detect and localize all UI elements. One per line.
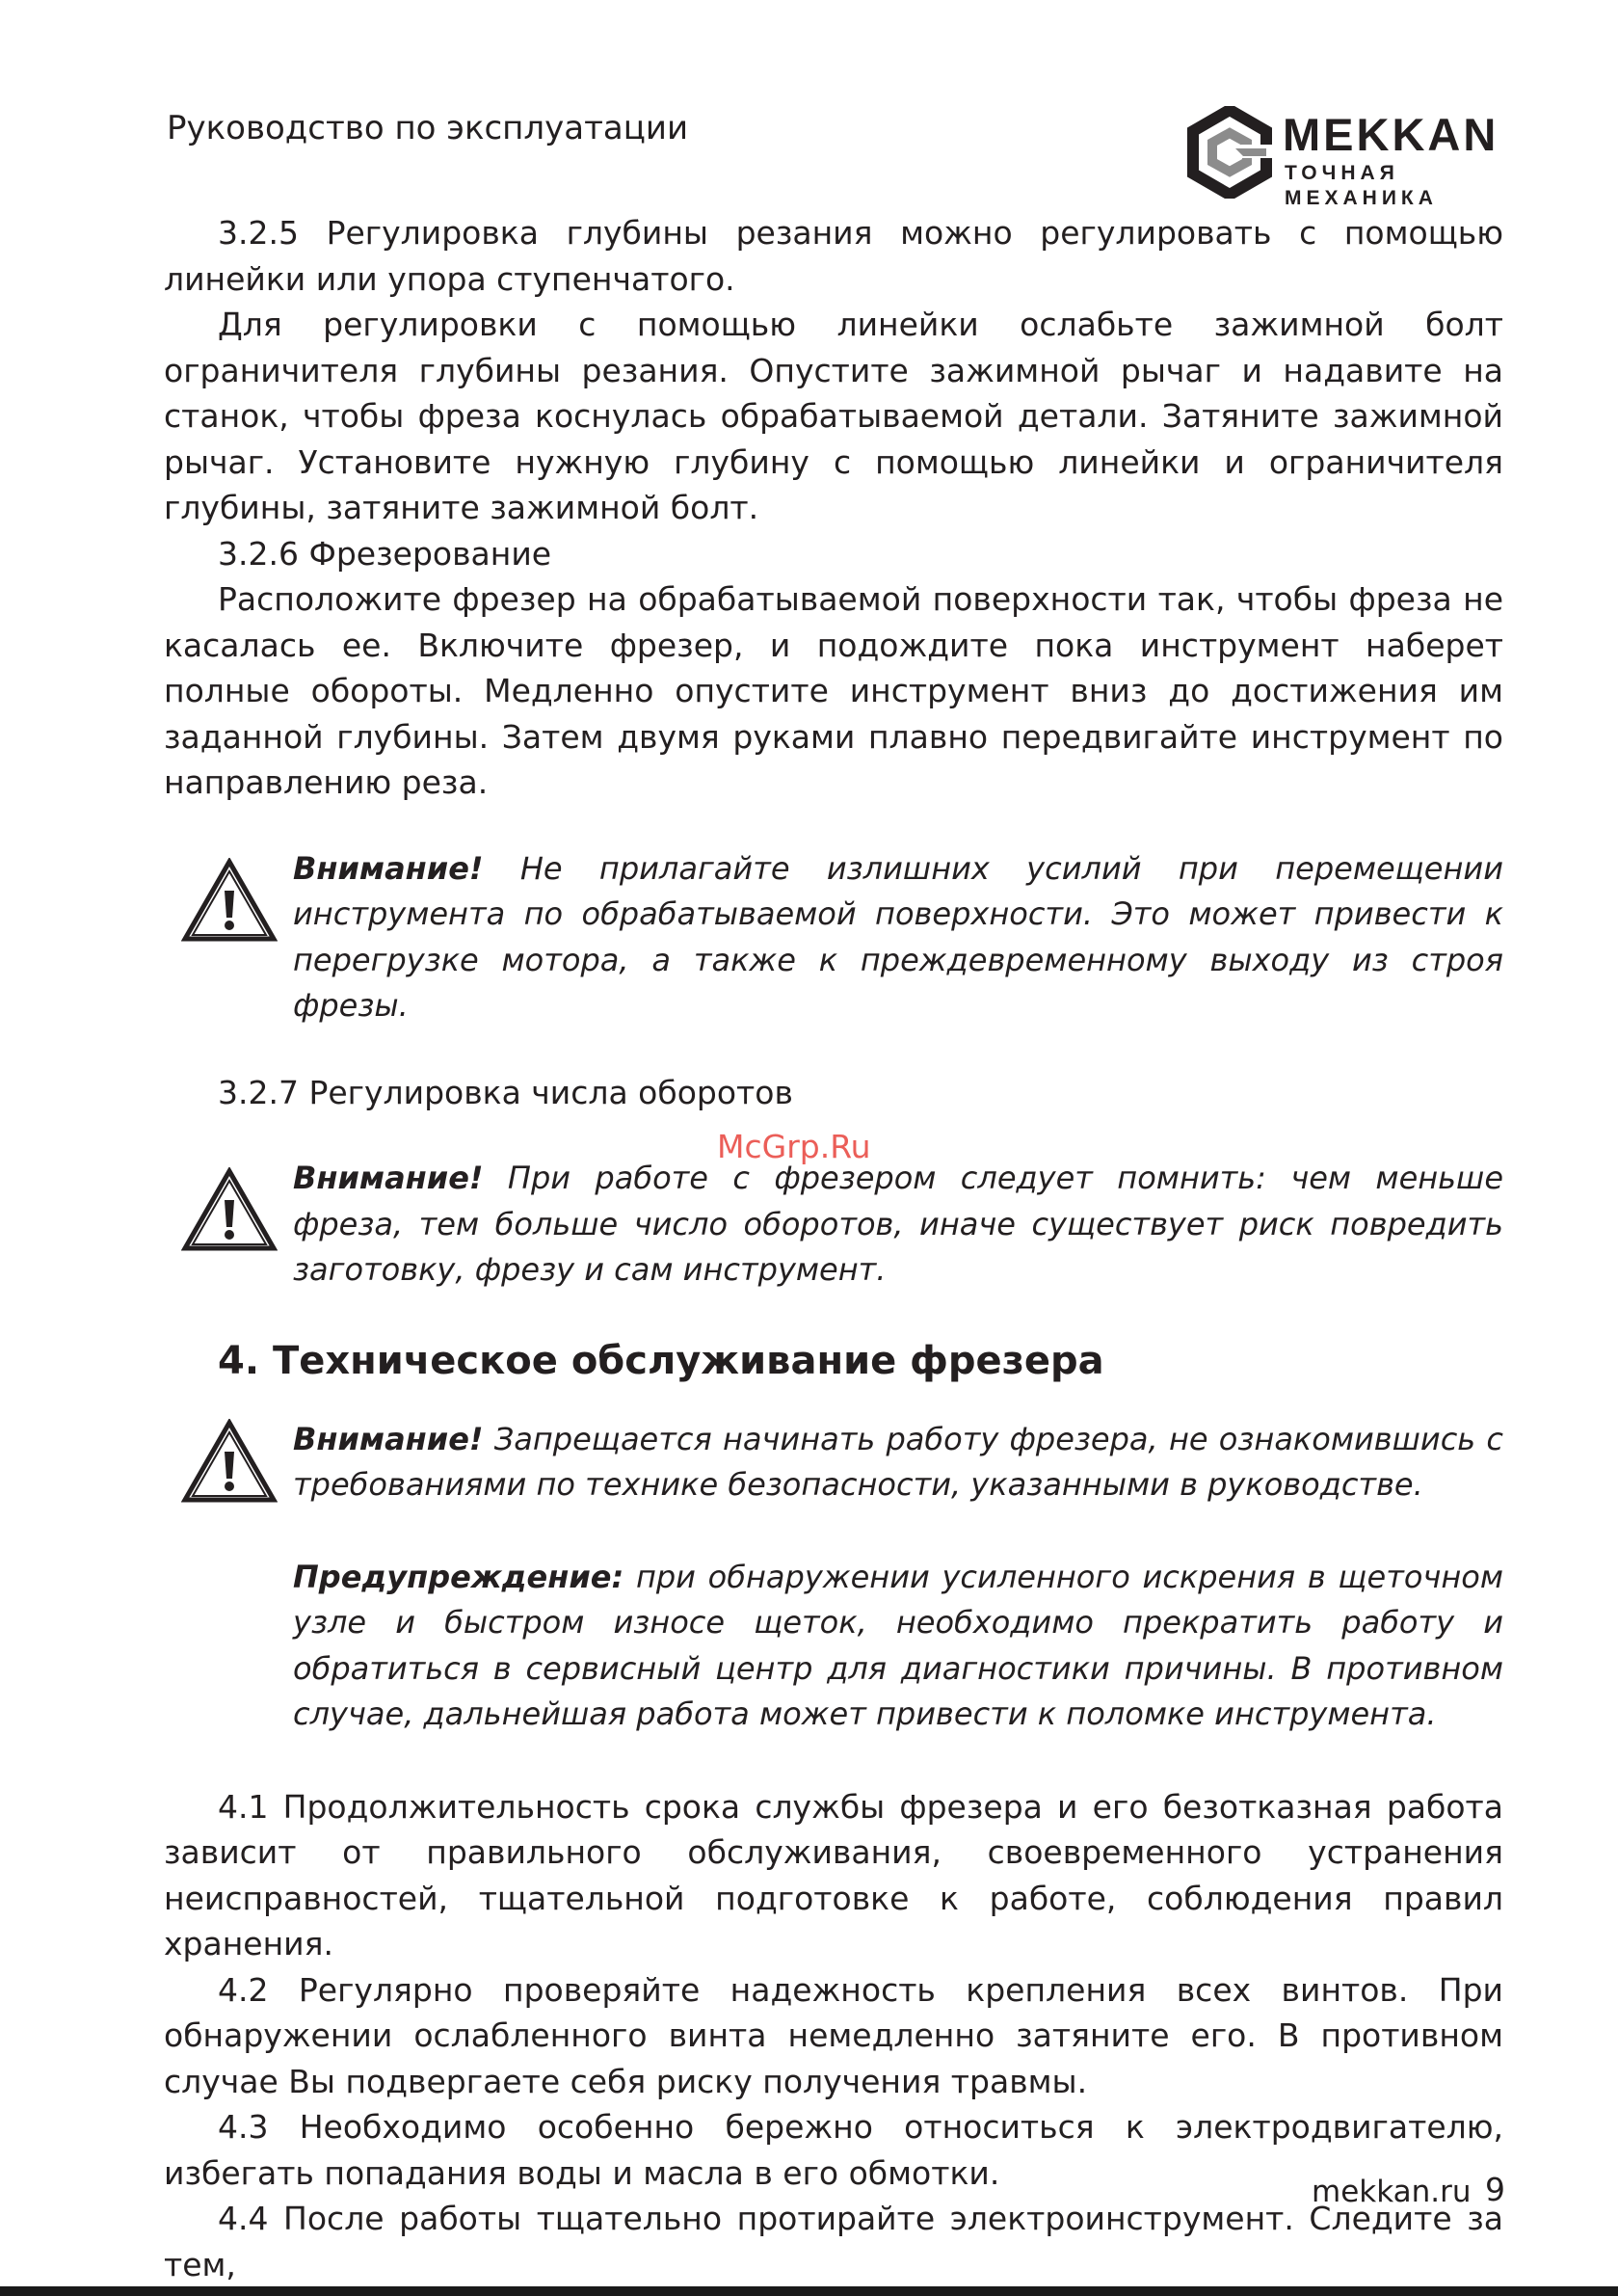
warning-block-1 [164, 846, 1503, 1029]
logo-hexagon-icon [1183, 106, 1276, 199]
caution-block [164, 1555, 1503, 1738]
watermark: McGrp.Ru [717, 1128, 871, 1165]
page-content [164, 210, 1503, 2287]
page-number: 9 [1485, 2171, 1505, 2208]
paragraph-ruler-adjustment: Для регулировки с помощью линейки ослабьте зажимной болт ограничителя глубины резания. Опустите зажимной рычаг и надавите на станок, чтобы фреза коснулась обрабатываемой детали. Затяните зажимной рычаг. Установите нужную глубину с помощью линейки и ограничителя глубины, затяните зажимной болт. [164, 306, 1503, 526]
caution-label: Предупреждение: [293, 1558, 624, 1595]
caution-body: при обнаружении усиленного искрения в щеточном узле и быстром износе щеток, необходимо прекратить работу и обратиться в сервисный центр для диагностики причины. В противном случае, дальнейшая работа может привести к поломке инструмента. [293, 1558, 1504, 1732]
warning-2-text [293, 1156, 1503, 1294]
brand-logo [1183, 106, 1511, 209]
warning-triangle-icon [181, 1167, 278, 1252]
subheading-3-2-6: 3.2.6 Фрезерование [218, 534, 552, 573]
warning-block-2 [164, 1156, 1503, 1294]
warning-triangle-icon [181, 1419, 278, 1504]
warning-1-text [293, 846, 1503, 1029]
header-title: Руководство по эксплуатации [167, 109, 689, 147]
warning-1-label: Внимание! [293, 849, 484, 887]
paragraph-4-1: 4.1 Продолжительность срока службы фрезера и его безотказная работа зависит от правильного обслуживания, своевременного устранения неисправностей, тщательной подготовке к работе, соблюдения правил хранения. [164, 1787, 1503, 1962]
paragraph-milling: Расположите фрезер на обрабатываемой поверхности так, чтобы фреза не касалась ее. Включите фрезер, и подождите пока инструмент наберет полные обороты. Медленно опустите инструмент вниз до достижения им заданной глубины. Затем двумя руками плавно передвигайте инструмент по направлению реза. [164, 580, 1503, 801]
warning-block-3 [164, 1417, 1503, 1508]
warning-2-body: При работе с фрезером следует помнить: чем меньше фреза, тем больше число оборотов, иначе существует риск повредить заготовку, фрезу и сам инструмент. [293, 1160, 1503, 1288]
subheading-3-2-7: 3.2.7 Регулировка числа оборотов [218, 1073, 793, 1111]
section-title: 4. Техническое обслуживание фрезера [218, 1338, 1104, 1383]
warning-3-label: Внимание! [293, 1420, 484, 1457]
footer-site: mekkan.ru [1312, 2175, 1472, 2209]
paragraph-4-2: 4.2 Регулярно проверяйте надежность крепления всех винтов. При обнаружении ослабленного винта немедленно затяните его. В противном случае Вы подвергаете себя риску получения травмы. [164, 1970, 1503, 2100]
logo-subtitle: ТОЧНАЯ МЕХАНИКА [1285, 162, 1438, 209]
bottom-divider [0, 2286, 1618, 2296]
caution-text [293, 1555, 1503, 1738]
warning-3-body: Запрещается начинать работу фрезера, не ознакомившись с требованиями по технике безопасности, указанными в руководстве. [293, 1420, 1504, 1503]
logo-name: MEKKAN [1283, 109, 1499, 160]
warning-triangle-icon [181, 858, 278, 943]
warning-2-label: Внимание! [293, 1160, 484, 1196]
warning-1-body: Не прилагайте излишних усилий при перемещении инструмента по обрабатываемой поверхности. Это может привести к перегрузке мотора, а также к преждевременному выходу из строя фрезы. [293, 849, 1504, 1024]
warning-3-text [293, 1417, 1503, 1508]
paragraph-3-2-5: 3.2.5 Регулировка глубины резания можно регулировать с помощью линейки или упора ступенчатого. [164, 214, 1503, 298]
paragraph-4-3: 4.3 Необходимо особенно бережно относиться к электродвигателю, избегать попадания воды и масла в его обмотки. [164, 2108, 1503, 2192]
paragraph-4-4: 4.4 После работы тщательно протирайте электроинструмент. Следите за тем, [164, 2200, 1503, 2283]
